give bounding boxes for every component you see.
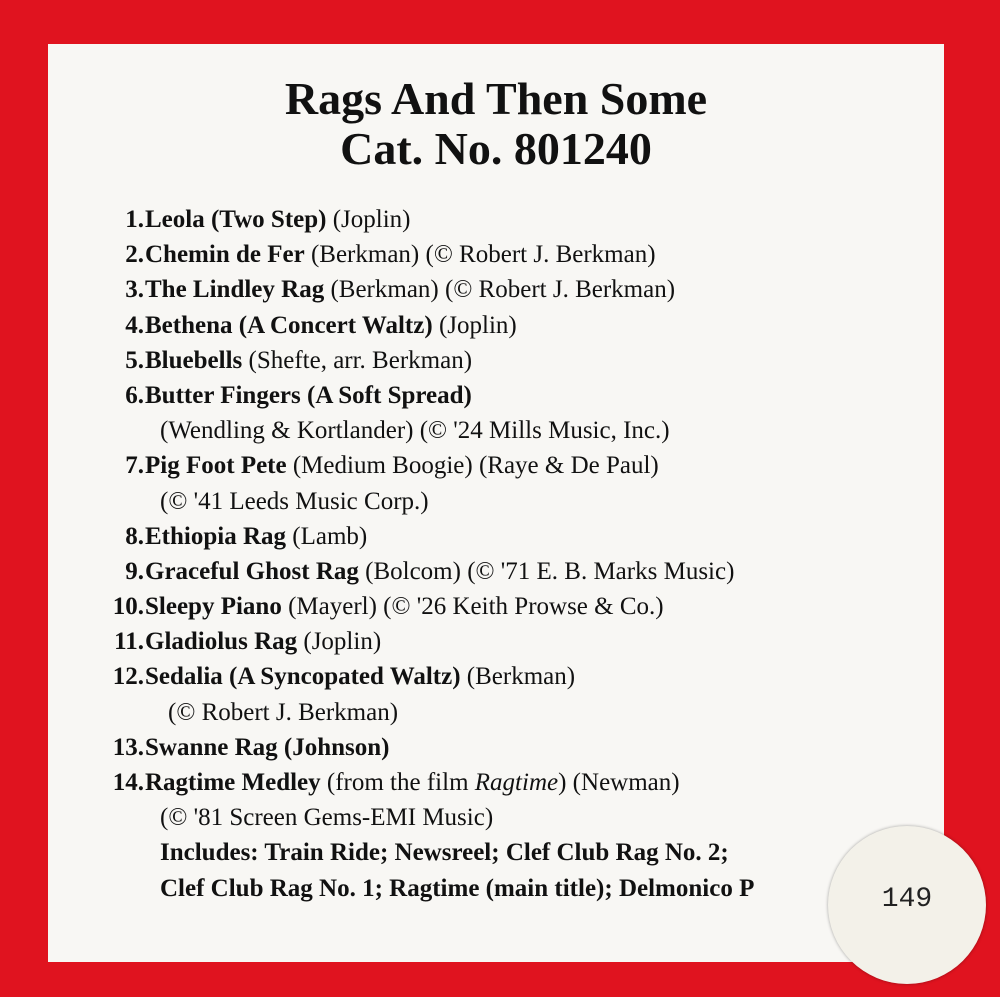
cd-back-card xyxy=(48,44,944,962)
track-4 xyxy=(88,308,934,343)
track-3 xyxy=(88,272,934,307)
track-credits: (Bolcom) (© '71 E. B. Marks Music) xyxy=(358,557,735,585)
track-1 xyxy=(88,202,934,237)
track-number: 3. xyxy=(125,276,144,304)
includes-line-2: Clef Club Rag No. 1; Ragtime (main title); Delmonico P xyxy=(160,874,755,902)
track-number: 4. xyxy=(125,311,144,339)
track-7-credits-line: (© '41 Leeds Music Corp.) xyxy=(160,487,429,515)
track-number: 10. xyxy=(112,593,144,621)
track-number: 9. xyxy=(125,557,144,585)
track-5 xyxy=(88,343,934,378)
track-title: Butter Fingers (A Soft Spread) xyxy=(145,381,472,409)
track-title: Leola (Two Step) xyxy=(145,206,327,233)
track-12 xyxy=(88,659,934,694)
track-11 xyxy=(88,624,934,659)
track-7 xyxy=(88,448,934,483)
track-title: Ethiopia Rag xyxy=(145,522,287,550)
track-10 xyxy=(88,589,934,624)
track-title: Pig Foot Pete xyxy=(145,452,287,480)
track-credits: (Berkman) xyxy=(460,663,576,691)
track-13 xyxy=(88,730,934,765)
track-title: Ragtime Medley xyxy=(145,769,321,796)
track-title: Swanne Rag (Johnson) xyxy=(145,733,390,761)
track-number: 2. xyxy=(125,241,144,269)
track-credits-pre: (from the film xyxy=(320,769,475,796)
track-number: 6. xyxy=(125,381,144,409)
track-credits: (Joplin) xyxy=(297,628,382,656)
track-number: 5. xyxy=(125,346,144,374)
track-credits: (Joplin) xyxy=(326,206,411,233)
sticker-number: 149 xyxy=(881,884,933,915)
track-credits-post: ) (Newman) xyxy=(558,769,680,796)
track-credits: (Mayerl) (© '26 Keith Prowse & Co.) xyxy=(281,593,664,621)
track-title: Graceful Ghost Rag xyxy=(145,557,359,585)
track-credits: (Berkman) (© Robert J. Berkman) xyxy=(304,241,656,269)
film-title: Ragtime xyxy=(474,769,559,796)
track-14-credits-line: (© '81 Screen Gems-EMI Music) xyxy=(160,804,494,832)
track-list xyxy=(88,202,934,906)
catalog-number: Cat. No. 801240 xyxy=(340,123,652,174)
track-credits: (Medium Boogie) (Raye & De Paul) xyxy=(286,452,659,480)
album-title-line: Rags And Then Some xyxy=(284,73,708,124)
track-title: Gladiolus Rag xyxy=(145,628,298,656)
track-number: 11. xyxy=(114,628,144,656)
track-title: Bluebells xyxy=(145,346,243,374)
track-14 xyxy=(88,765,934,800)
track-6-credits-line: (Wendling & Kortlander) (© '24 Mills Music, Inc.) xyxy=(160,417,670,445)
number-sticker xyxy=(828,826,986,984)
track-credits: (Joplin) xyxy=(432,311,517,339)
track-credits: (Berkman) (© Robert J. Berkman) xyxy=(324,276,676,304)
track-6 xyxy=(88,378,934,413)
includes-line-1: Includes: Train Ride; Newsreel; Clef Club Rag No. 2; xyxy=(160,839,729,867)
track-number: 12. xyxy=(112,663,144,691)
album-title xyxy=(48,74,944,174)
track-title: Bethena (A Concert Waltz) xyxy=(145,311,433,339)
track-number: 8. xyxy=(125,522,144,550)
track-title: The Lindley Rag xyxy=(145,276,325,304)
track-number: 14. xyxy=(112,769,144,796)
track-number: 7. xyxy=(125,452,144,480)
track-2 xyxy=(88,237,934,272)
track-credits: (Shefte, arr. Berkman) xyxy=(242,346,473,374)
track-8 xyxy=(88,519,934,554)
track-title: Sleepy Piano xyxy=(145,593,282,621)
track-title: Sedalia (A Syncopated Waltz) xyxy=(145,663,461,691)
track-credits: (Lamb) xyxy=(286,522,368,550)
track-number: 1. xyxy=(125,206,144,233)
track-9 xyxy=(88,554,934,589)
track-number: 13. xyxy=(112,733,144,761)
track-12-credits-line: (© Robert J. Berkman) xyxy=(168,698,399,726)
track-title: Chemin de Fer xyxy=(145,241,305,269)
